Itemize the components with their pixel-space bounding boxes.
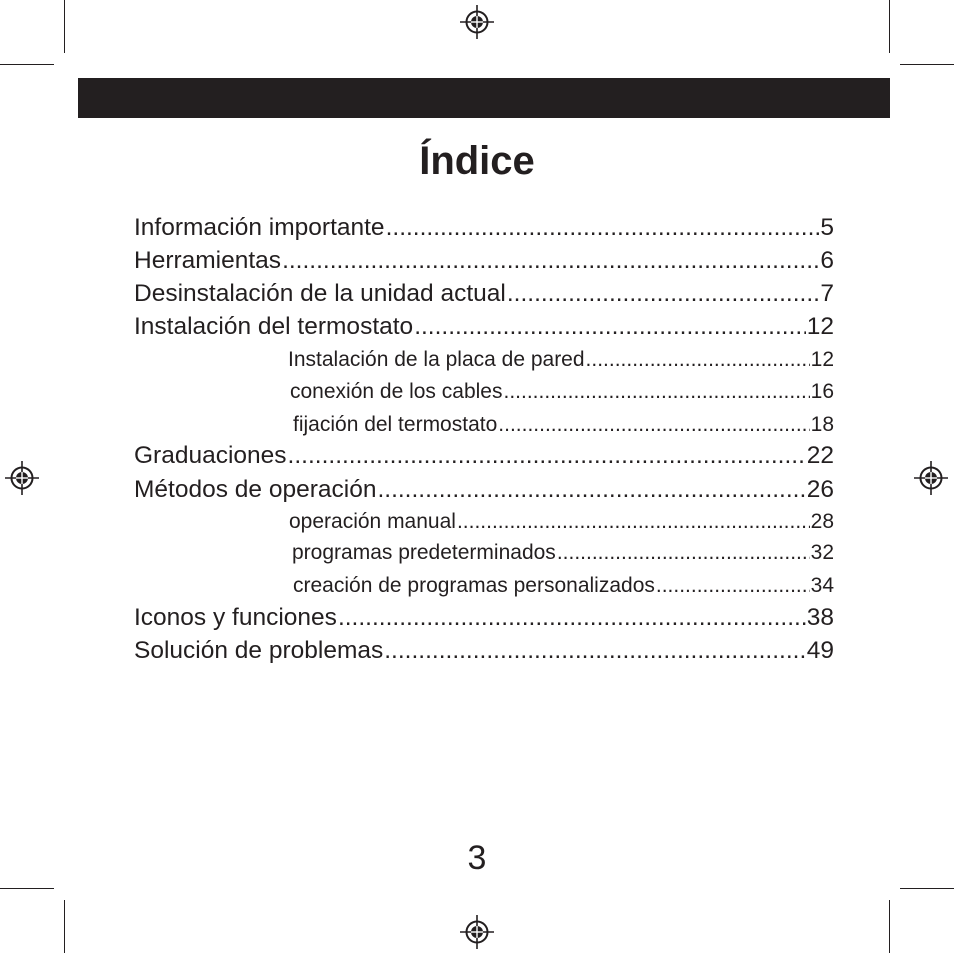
toc-entry[interactable]	[134, 604, 834, 632]
toc-entry[interactable]	[134, 637, 834, 665]
toc-entry-page: 16	[810, 380, 834, 403]
toc-entry-page: 22	[806, 442, 834, 469]
dot-leader	[503, 380, 809, 404]
page-title: Índice	[419, 139, 535, 183]
toc-entry-label: Iconos y funciones	[134, 604, 337, 631]
page-number: 3	[467, 839, 487, 877]
crop-mark	[64, 0, 65, 53]
dot-leader	[288, 442, 806, 470]
toc-entry-label: Instalación de la placa de pared	[288, 348, 585, 371]
toc-subentry[interactable]	[288, 348, 834, 372]
toc-entry-page: 6	[820, 247, 834, 274]
toc-entry[interactable]	[134, 247, 834, 275]
toc-subentry[interactable]	[293, 574, 834, 598]
dot-leader	[656, 574, 810, 598]
crop-mark	[900, 888, 954, 889]
dot-leader	[338, 604, 806, 632]
dot-leader	[457, 510, 810, 534]
toc-entry-page: 18	[810, 413, 834, 436]
toc-entry-label: Solución de problemas	[134, 637, 384, 664]
toc-entry-page: 34	[810, 574, 834, 597]
toc-entry-label: conexión de los cables	[290, 380, 503, 403]
toc-entry-page: 28	[810, 510, 834, 533]
crop-mark	[0, 888, 54, 889]
toc-entry-label: Desinstalación de la unidad actual	[134, 280, 506, 307]
toc-entry-page: 12	[810, 348, 834, 371]
dot-leader	[384, 637, 805, 665]
registration-mark-icon	[4, 460, 40, 496]
toc-entry[interactable]	[134, 313, 834, 341]
toc-subentry[interactable]	[292, 541, 834, 565]
toc-entry-page: 26	[806, 476, 834, 503]
toc-entry-page: 7	[820, 280, 834, 307]
crop-mark	[900, 64, 954, 65]
dot-leader	[386, 214, 820, 242]
registration-mark-icon	[459, 4, 495, 40]
toc-entry-label: Graduaciones	[134, 442, 287, 469]
crop-mark	[889, 900, 890, 953]
dot-leader	[377, 476, 805, 504]
toc-subentry[interactable]	[290, 380, 834, 404]
toc-entry-page: 49	[806, 637, 834, 664]
registration-mark-icon	[459, 914, 495, 950]
toc-entry-label: Métodos de operación	[134, 476, 377, 503]
toc-entry-page: 12	[806, 313, 834, 340]
dot-leader	[414, 313, 806, 341]
toc-entry-label: Instalación del termostato	[134, 313, 414, 340]
toc-subentry[interactable]	[293, 413, 834, 437]
toc-entry-page: 5	[820, 214, 834, 241]
toc-entry-label: Herramientas	[134, 247, 282, 274]
toc-entry-label: creación de programas personalizados	[293, 574, 655, 597]
crop-mark	[0, 64, 54, 65]
dot-leader	[498, 413, 809, 437]
toc-entry[interactable]	[134, 280, 834, 308]
crop-mark	[64, 900, 65, 953]
header-bar	[78, 78, 890, 118]
toc-entry-label: fijación del termostato	[293, 413, 498, 436]
dot-leader	[507, 280, 820, 308]
toc-entry[interactable]	[134, 214, 834, 242]
dot-leader	[557, 541, 810, 565]
crop-mark	[889, 0, 890, 53]
registration-mark-icon	[913, 460, 949, 496]
toc-entry-page: 32	[810, 541, 834, 564]
toc-entry[interactable]	[134, 476, 834, 504]
toc-entry[interactable]	[134, 442, 834, 470]
toc-entry-label: programas predeterminados	[292, 541, 556, 564]
toc-subentry[interactable]	[289, 510, 834, 534]
dot-leader	[282, 247, 819, 275]
dot-leader	[586, 348, 810, 372]
toc-entry-page: 38	[806, 604, 834, 631]
toc-entry-label: operación manual	[289, 510, 456, 533]
toc-entry-label: Información importante	[134, 214, 385, 241]
